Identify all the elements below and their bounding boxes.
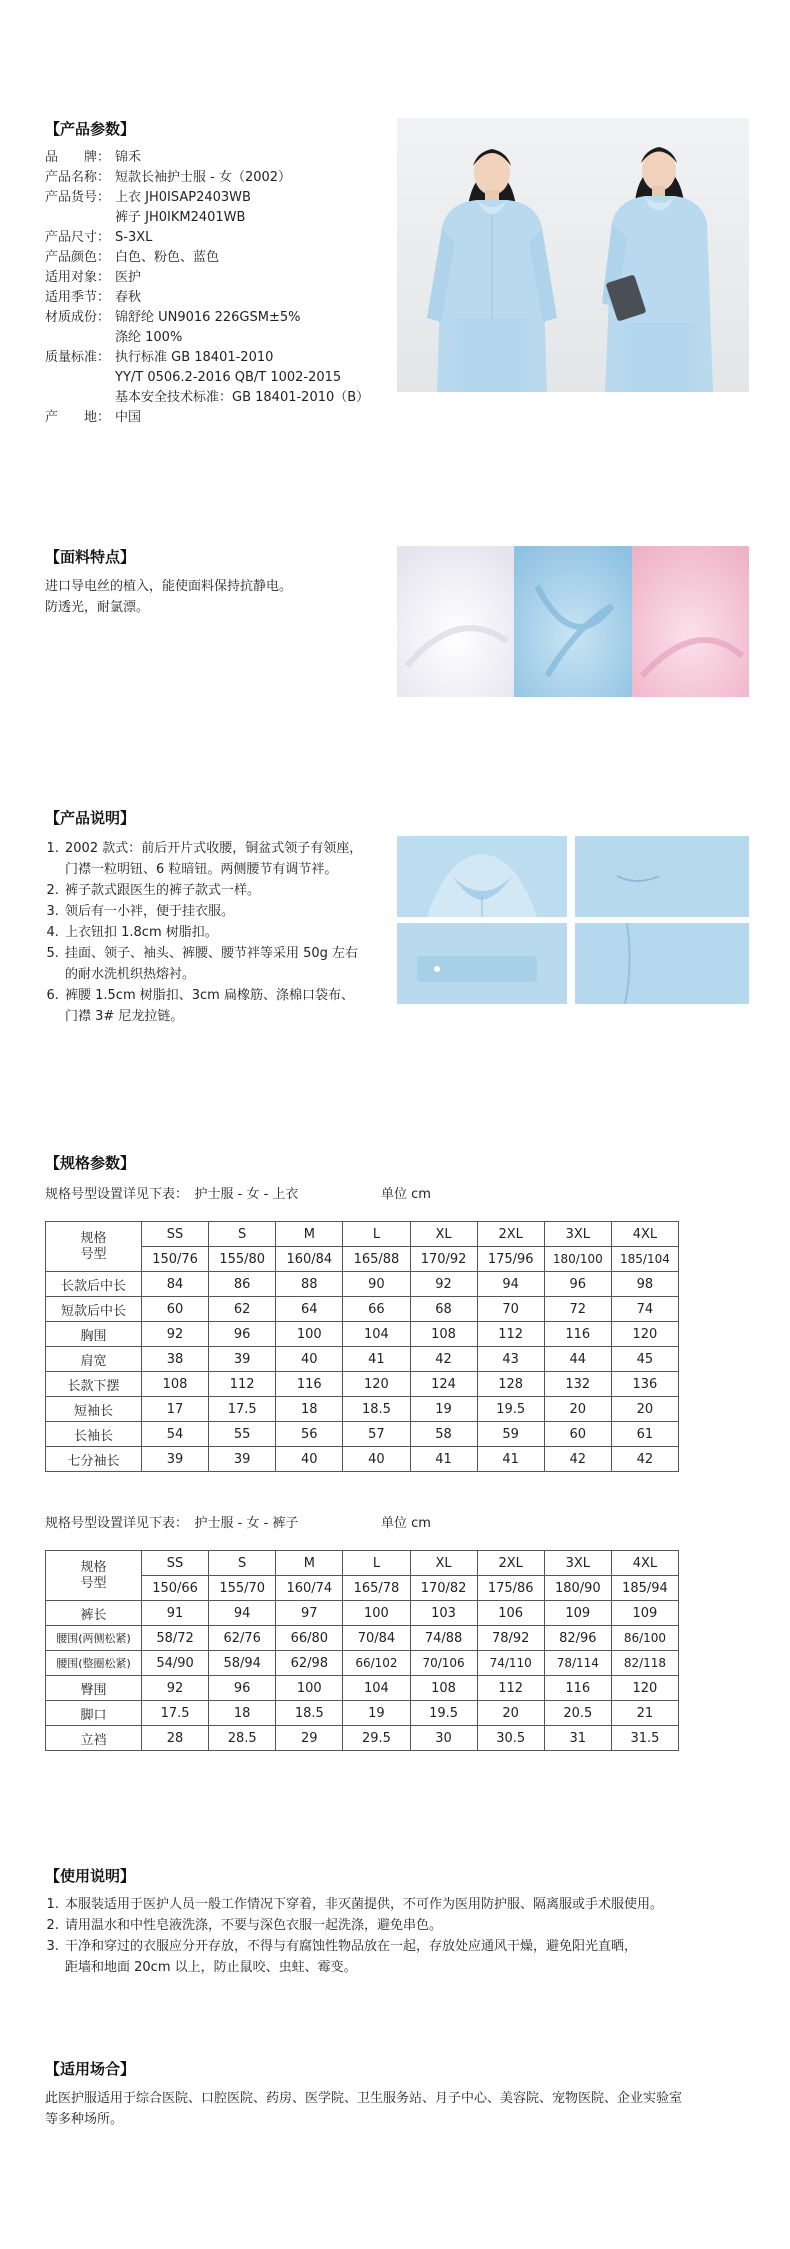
pants-table-unit: 单位 cm	[381, 1516, 431, 1531]
table-cell: 58	[410, 1422, 477, 1447]
table-cell: 31	[544, 1726, 611, 1751]
table-cell: 19.5	[410, 1701, 477, 1726]
table-cell: 17.5	[142, 1701, 209, 1726]
param-value-line: S-3XL	[115, 230, 153, 245]
table-cell: 112	[477, 1676, 544, 1701]
table-cell: 72	[544, 1297, 611, 1322]
param-value	[115, 228, 395, 248]
table-cell: 66/80	[276, 1626, 343, 1651]
corner-line: 规格	[80, 1230, 107, 1246]
size-label: M	[276, 1222, 343, 1247]
table-row	[46, 1272, 679, 1297]
corner-cell	[46, 1222, 142, 1272]
table-cell: 61	[611, 1422, 678, 1447]
table-row	[46, 1601, 679, 1626]
row-label: 立裆	[46, 1726, 142, 1751]
param-value-line: 基本安全技术标准：GB 18401-2010（B）	[115, 390, 370, 405]
table-cell: 124	[410, 1372, 477, 1397]
size-label: XL	[410, 1551, 477, 1576]
table-cell: 97	[276, 1601, 343, 1626]
scenes-heading: 【适用场合】	[45, 2060, 136, 2078]
param-row	[45, 288, 395, 308]
model-illustration	[397, 118, 749, 392]
size-code: 165/78	[343, 1576, 410, 1601]
list-item	[63, 880, 380, 901]
table-cell: 66/102	[343, 1651, 410, 1676]
fabric-text	[45, 576, 375, 618]
size-code: 175/86	[477, 1576, 544, 1601]
corner-cell	[46, 1551, 142, 1601]
table-cell: 100	[276, 1676, 343, 1701]
table-cell: 68	[410, 1297, 477, 1322]
param-value-line: 涤纶 100%	[115, 330, 183, 345]
table-cell: 78/92	[477, 1626, 544, 1651]
table-cell: 40	[276, 1447, 343, 1472]
list-item	[63, 1915, 755, 1936]
scenes-line: 等多种场所。	[45, 2112, 124, 2127]
table-row	[46, 1322, 679, 1347]
param-key: 产品货号：	[45, 190, 111, 205]
table-cell: 62	[209, 1297, 276, 1322]
table-cell: 39	[209, 1447, 276, 1472]
size-label: M	[276, 1551, 343, 1576]
table-cell: 108	[410, 1676, 477, 1701]
fabric-heading: 【面料特点】	[45, 548, 136, 566]
list-item	[63, 838, 380, 880]
detail-photos	[397, 836, 749, 1004]
table-row	[46, 1347, 679, 1372]
table-cell: 54	[142, 1422, 209, 1447]
params-list	[45, 148, 395, 428]
table-cell: 17	[142, 1397, 209, 1422]
table-cell: 60	[544, 1422, 611, 1447]
table-cell: 128	[477, 1372, 544, 1397]
table-cell: 74/88	[410, 1626, 477, 1651]
specs-heading: 【规格参数】	[45, 1154, 136, 1172]
size-code: 155/80	[209, 1247, 276, 1272]
table-cell: 96	[209, 1322, 276, 1347]
list-item-line: 1. 本服装适用于医护人员一般工作情况下穿着，非灭菌提供，不可作为医用防护服、隔离服或手术服使用。	[65, 1897, 664, 1912]
size-code: 160/84	[276, 1247, 343, 1272]
corner-line: 规格	[80, 1559, 107, 1575]
row-label: 肩宽	[46, 1347, 142, 1372]
table-cell: 41	[343, 1347, 410, 1372]
table-cell: 120	[611, 1676, 678, 1701]
size-code: 170/82	[410, 1576, 477, 1601]
pants-size-table	[45, 1550, 679, 1751]
size-label: SS	[142, 1222, 209, 1247]
size-code: 170/92	[410, 1247, 477, 1272]
table-cell: 100	[343, 1601, 410, 1626]
size-code: 175/96	[477, 1247, 544, 1272]
table-cell: 59	[477, 1422, 544, 1447]
size-code: 155/70	[209, 1576, 276, 1601]
row-label: 短款后中长	[46, 1297, 142, 1322]
table-cell: 43	[477, 1347, 544, 1372]
table-cell: 18	[276, 1397, 343, 1422]
row-label: 七分袖长	[46, 1447, 142, 1472]
size-label: 4XL	[611, 1551, 678, 1576]
param-value-line: 中国	[115, 410, 142, 425]
table-cell: 92	[410, 1272, 477, 1297]
table-cell: 132	[544, 1372, 611, 1397]
table-cell: 100	[276, 1322, 343, 1347]
table-cell: 40	[276, 1347, 343, 1372]
list-item-line: 2. 请用温水和中性皂液洗涤，不要与深色衣服一起洗涤，避免串色。	[65, 1918, 443, 1933]
table-cell: 96	[544, 1272, 611, 1297]
table-cell: 29.5	[343, 1726, 410, 1751]
size-label: 2XL	[477, 1551, 544, 1576]
table-cell: 109	[611, 1601, 678, 1626]
table-cell: 57	[343, 1422, 410, 1447]
size-code: 160/74	[276, 1576, 343, 1601]
size-label: 3XL	[544, 1551, 611, 1576]
table-row	[46, 1701, 679, 1726]
model-photo	[397, 118, 749, 392]
param-row	[45, 348, 395, 408]
table-cell: 18.5	[343, 1397, 410, 1422]
table-cell: 28	[142, 1726, 209, 1751]
table-row	[46, 1297, 679, 1322]
table-cell: 108	[410, 1322, 477, 1347]
size-label: XL	[410, 1222, 477, 1247]
table-cell: 66	[343, 1297, 410, 1322]
list-item-line: 的耐水洗机织热熔衬。	[65, 967, 196, 982]
table-cell: 86/100	[611, 1626, 678, 1651]
list-item	[63, 1894, 755, 1915]
table-cell: 106	[477, 1601, 544, 1626]
table-cell: 45	[611, 1347, 678, 1372]
table-cell: 91	[142, 1601, 209, 1626]
list-item	[63, 943, 380, 985]
param-value-line: 短款长袖护士服 - 女（2002）	[115, 170, 292, 185]
table-cell: 58/94	[209, 1651, 276, 1676]
swatch-white	[397, 546, 514, 697]
table-cell: 62/76	[209, 1626, 276, 1651]
param-value	[115, 408, 395, 428]
table-cell: 70/84	[343, 1626, 410, 1651]
param-value	[115, 348, 395, 408]
param-value-line: 春秋	[115, 290, 142, 305]
size-label: 4XL	[611, 1222, 678, 1247]
row-label: 胸围	[46, 1322, 142, 1347]
table-cell: 29	[276, 1726, 343, 1751]
list-item	[63, 1936, 755, 1978]
table-cell: 39	[209, 1347, 276, 1372]
table-row	[46, 1372, 679, 1397]
table-row	[46, 1397, 679, 1422]
list-item-line: 1. 2002 款式：前后开片式收腰，铜盆式领子有领座，	[65, 841, 363, 856]
swatch-pink	[632, 546, 749, 697]
table-cell: 19.5	[477, 1397, 544, 1422]
size-code: 180/90	[544, 1576, 611, 1601]
size-label: L	[343, 1551, 410, 1576]
table-cell: 120	[611, 1322, 678, 1347]
param-key: 产品名称：	[45, 170, 111, 185]
list-item-line: 4. 上衣钮扣 1.8cm 树脂扣。	[65, 925, 218, 940]
table-cell: 92	[142, 1322, 209, 1347]
row-label: 腰围(两侧松紧)	[46, 1626, 142, 1651]
param-row	[45, 248, 395, 268]
desc-heading: 【产品说明】	[45, 809, 136, 827]
row-label: 长款下摆	[46, 1372, 142, 1397]
size-label: L	[343, 1222, 410, 1247]
param-value-line: 医护	[115, 270, 142, 285]
size-code: 150/66	[142, 1576, 209, 1601]
row-label: 裤长	[46, 1601, 142, 1626]
list-item-line: 6. 裤腰 1.5cm 树脂扣、3cm 扁橡筋、涤棉口袋布、	[65, 988, 354, 1003]
param-value	[115, 288, 395, 308]
table-row	[46, 1726, 679, 1751]
row-label: 脚口	[46, 1701, 142, 1726]
param-key: 材质成份：	[45, 310, 111, 325]
table-cell: 74	[611, 1297, 678, 1322]
param-value	[115, 248, 395, 268]
list-item-line: 门襟一粒明钮、6 粒暗钮。两侧腰节有调节袢。	[65, 862, 338, 877]
table-cell: 92	[142, 1676, 209, 1701]
table-cell: 30	[410, 1726, 477, 1751]
table-cell: 108	[142, 1372, 209, 1397]
table-cell: 98	[611, 1272, 678, 1297]
table-cell: 84	[142, 1272, 209, 1297]
row-label: 长袖长	[46, 1422, 142, 1447]
table-cell: 31.5	[611, 1726, 678, 1751]
param-row	[45, 188, 395, 228]
table-cell: 44	[544, 1347, 611, 1372]
size-label: S	[209, 1551, 276, 1576]
table-cell: 18.5	[276, 1701, 343, 1726]
list-item	[63, 985, 380, 1027]
table-cell: 109	[544, 1601, 611, 1626]
size-label: SS	[142, 1551, 209, 1576]
detail-pants	[575, 923, 749, 1004]
table-cell: 112	[477, 1322, 544, 1347]
list-item-line: 2. 裤子款式跟医生的裤子款式一样。	[65, 883, 261, 898]
size-code: 150/76	[142, 1247, 209, 1272]
row-label: 长款后中长	[46, 1272, 142, 1297]
table-row	[46, 1676, 679, 1701]
desc-list	[45, 838, 380, 1027]
table-cell: 20	[477, 1701, 544, 1726]
corner-line: 号型	[80, 1575, 107, 1591]
param-value-line: 裤子 JH0IKM2401WB	[115, 210, 246, 225]
table-cell: 58/72	[142, 1626, 209, 1651]
table-cell: 136	[611, 1372, 678, 1397]
table-cell: 39	[142, 1447, 209, 1472]
table-cell: 104	[343, 1322, 410, 1347]
size-header-row	[46, 1222, 679, 1247]
table-cell: 62/98	[276, 1651, 343, 1676]
table-cell: 20	[544, 1397, 611, 1422]
table-row	[46, 1651, 679, 1676]
scenes-line: 此医护服适用于综合医院、口腔医院、药房、医学院、卫生服务站、月子中心、美容院、宠物医院、企业实验室	[45, 2091, 683, 2106]
table-cell: 17.5	[209, 1397, 276, 1422]
size-label: S	[209, 1222, 276, 1247]
table-cell: 42	[544, 1447, 611, 1472]
table-cell: 28.5	[209, 1726, 276, 1751]
top-table-unit: 单位 cm	[381, 1187, 431, 1202]
size-code: 165/88	[343, 1247, 410, 1272]
table-cell: 96	[209, 1676, 276, 1701]
row-label: 腰围(整圈松紧)	[46, 1651, 142, 1676]
table-cell: 116	[276, 1372, 343, 1397]
table-cell: 60	[142, 1297, 209, 1322]
list-item-line: 距墙和地面 20cm 以上，防止鼠咬、虫蛀、霉变。	[65, 1960, 357, 1975]
param-key: 产品尺寸：	[45, 230, 111, 245]
size-header-row	[46, 1551, 679, 1576]
param-value	[115, 148, 395, 168]
table-cell: 30.5	[477, 1726, 544, 1751]
table-cell: 116	[544, 1676, 611, 1701]
table-cell: 103	[410, 1601, 477, 1626]
table-cell: 112	[209, 1372, 276, 1397]
scenes-text	[45, 2088, 755, 2130]
table-cell: 88	[276, 1272, 343, 1297]
param-row	[45, 308, 395, 348]
table-cell: 116	[544, 1322, 611, 1347]
param-value-line: 白色、粉色、蓝色	[115, 250, 220, 265]
detail-pocket	[575, 836, 749, 917]
table-cell: 104	[343, 1676, 410, 1701]
table-cell: 94	[477, 1272, 544, 1297]
param-row	[45, 228, 395, 248]
param-value	[115, 168, 395, 188]
list-item-line: 门襟 3# 尼龙拉链。	[65, 1009, 184, 1024]
size-label: 3XL	[544, 1222, 611, 1247]
size-code: 180/100	[544, 1247, 611, 1272]
param-value-line: 锦禾	[115, 150, 142, 165]
param-value-line: 锦舒纶 UN9016 226GSM±5%	[115, 310, 301, 325]
param-value	[115, 188, 395, 228]
pants-table-caption: 规格号型设置详见下表： 护士服 - 女 - 裤子	[45, 1516, 299, 1531]
table-row	[46, 1447, 679, 1472]
table-cell: 20	[611, 1397, 678, 1422]
table-cell: 74/110	[477, 1651, 544, 1676]
table-cell: 21	[611, 1701, 678, 1726]
table-cell: 82/118	[611, 1651, 678, 1676]
param-key: 适用对象：	[45, 270, 111, 285]
table-cell: 42	[611, 1447, 678, 1472]
param-key: 适用季节：	[45, 290, 111, 305]
size-label: 2XL	[477, 1222, 544, 1247]
param-value-line: 上衣 JH0ISAP2403WB	[115, 190, 251, 205]
table-row	[46, 1422, 679, 1447]
table-cell: 70	[477, 1297, 544, 1322]
table-cell: 86	[209, 1272, 276, 1297]
table-cell: 18	[209, 1701, 276, 1726]
params-heading: 【产品参数】	[45, 120, 136, 138]
size-code: 185/94	[611, 1576, 678, 1601]
param-row	[45, 268, 395, 288]
param-key: 质量标准：	[45, 350, 111, 365]
table-cell: 120	[343, 1372, 410, 1397]
swatch-blue	[514, 546, 632, 697]
param-value	[115, 308, 395, 348]
corner-line: 号型	[80, 1246, 107, 1262]
table-cell: 41	[477, 1447, 544, 1472]
list-item	[63, 922, 380, 943]
list-item-line: 5. 挂面、领子、袖头、裤腰、腰节袢等采用 50g 左右	[65, 946, 359, 961]
table-cell: 20.5	[544, 1701, 611, 1726]
usage-heading: 【使用说明】	[45, 1867, 136, 1885]
param-row	[45, 408, 395, 428]
table-cell: 82/96	[544, 1626, 611, 1651]
table-cell: 64	[276, 1297, 343, 1322]
param-row	[45, 148, 395, 168]
table-cell: 19	[410, 1397, 477, 1422]
fabric-swatches	[397, 546, 749, 697]
param-value-line: 执行标准 GB 18401-2010	[115, 350, 274, 365]
fabric-line: 进口导电丝的植入，能使面料保持抗静电。	[45, 579, 293, 594]
table-cell: 19	[343, 1701, 410, 1726]
table-cell: 54/90	[142, 1651, 209, 1676]
top-table-caption: 规格号型设置详见下表： 护士服 - 女 - 上衣	[45, 1187, 299, 1202]
param-key: 品 牌：	[45, 150, 111, 165]
param-value-line: YY/T 0506.2-2016 QB/T 1002-2015	[115, 370, 342, 385]
param-key: 产品颜色：	[45, 250, 111, 265]
table-cell: 55	[209, 1422, 276, 1447]
table-cell: 94	[209, 1601, 276, 1626]
table-cell: 56	[276, 1422, 343, 1447]
usage-list	[45, 1894, 755, 1978]
param-row	[45, 168, 395, 188]
table-cell: 90	[343, 1272, 410, 1297]
table-cell: 42	[410, 1347, 477, 1372]
table-row	[46, 1626, 679, 1651]
param-value	[115, 268, 395, 288]
top-size-table	[45, 1221, 679, 1472]
size-code: 185/104	[611, 1247, 678, 1272]
fabric-line: 防透光，耐氯漂。	[45, 600, 150, 615]
table-cell: 40	[343, 1447, 410, 1472]
table-cell: 38	[142, 1347, 209, 1372]
table-cell: 78/114	[544, 1651, 611, 1676]
list-item-line: 3. 干净和穿过的衣服应分开存放，不得与有腐蚀性物品放在一起，存放处应通风干燥，避免阳光直晒，	[65, 1939, 638, 1954]
table-cell: 41	[410, 1447, 477, 1472]
row-label: 臀围	[46, 1676, 142, 1701]
param-key: 产 地：	[45, 410, 111, 425]
list-item	[63, 901, 380, 922]
list-item-line: 3. 领后有一小袢，便于挂衣服。	[65, 904, 235, 919]
row-label: 短袖长	[46, 1397, 142, 1422]
table-cell: 70/106	[410, 1651, 477, 1676]
